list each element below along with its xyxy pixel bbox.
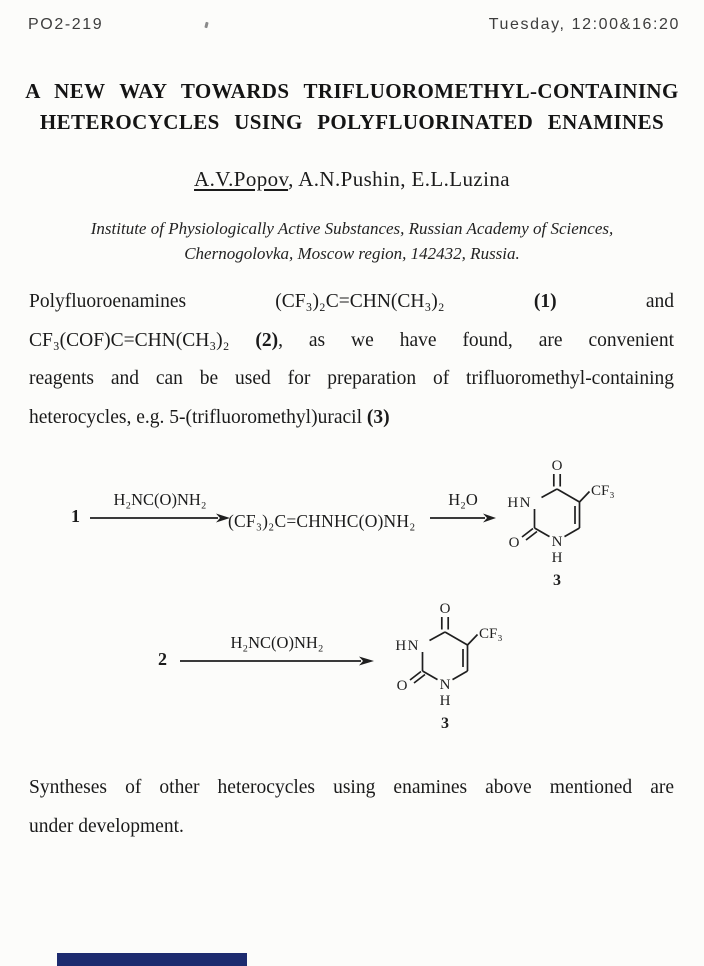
author-presenting: A.V.Popov [194,167,289,191]
abstract-line4 [29,399,674,438]
atom-label-n: N [551,534,563,550]
abstract-line1 [29,283,674,322]
scan-artifact [204,22,208,29]
abstract-line2 [29,322,674,361]
poster-code: PO2-219 [28,16,104,33]
substituent-label-cf3: CF₃ [591,483,615,499]
uracil-structure-2 [375,586,515,734]
scheme1-arrow1 [90,490,230,523]
uracil-structure-1 [487,443,627,591]
atom-label-h: H [551,550,563,566]
atom-label-h: H [439,693,451,709]
abstract-line3: reagents and can be used for preparation of trifluoromethyl-containing [29,368,674,389]
reaction-arrow-icon [90,511,230,523]
footer-accent-bar [57,953,247,966]
abstract-line2-rest: , as we have found, are convenient [278,329,675,351]
paper-title-line1: A NEW WAY TOWARDS TRIFLUOROMETHYL-CONTAINING [25,79,679,103]
affiliation-line1: Institute of Physiologically Active Substances, Russian Academy of Sciences, [90,219,614,238]
abstract-line4-text: heterocycles, e.g. 5-(trifluoromethyl)uracil [29,406,362,428]
scheme2-reagent: H₂NC(O)NH₂ [230,633,324,652]
author-others: , A.N.Pushin, E.L.Luzina [288,167,510,191]
abstract-paragraph [29,283,674,437]
atom-label-o-left: O [396,678,408,694]
abstract-word: Polyfluoroenamines [29,291,187,312]
scheme1-intermediate: (CF₃)₂C=CHNHC(O)NH₂ [228,511,416,531]
atom-label-o-left: O [508,535,520,551]
atom-label-o-top: O [439,601,451,617]
affiliation [0,216,704,266]
scheme1-reagent1: H₂NC(O)NH₂ [113,490,207,509]
abstract-and: and [645,291,674,312]
formula-enamine-1: (CF₃)₂C=CHN(CH₃)₂ [275,291,445,312]
closing-line2: under development. [29,815,184,837]
scheme2-start-number: 2 [158,649,167,669]
compound-ref-3: (3) [366,406,390,428]
closing-line1: Syntheses of other heterocycles using enamines above mentioned are [29,777,674,798]
atom-label-o-top: O [551,458,563,474]
substituent-label-cf3: CF₃ [479,626,503,642]
author-list [0,167,704,192]
formula-enamine-2: CF₃(COF)C=CHN(CH₃)₂ [29,329,230,351]
paper-title [18,76,686,138]
paper-title-line2: HETEROCYCLES USING POLYFLUORINATED ENAMINES [39,110,665,134]
scheme2-arrow [180,633,374,666]
atom-label-hn: HN [395,638,420,654]
closing-paragraph [29,769,674,846]
atom-label-n: N [439,677,451,693]
atom-label-hn: HN [507,495,532,511]
session-time: Tuesday, 12:00&16:20 [488,16,680,33]
compound-ref-1: (1) [533,291,557,312]
scheme1-reagent2: H₂O [448,490,478,509]
product-number: 3 [553,572,561,589]
reaction-arrow-icon [180,654,374,666]
product-number: 3 [441,715,449,732]
compound-ref-2: (2) [255,329,279,351]
affiliation-line2: Chernogolovka, Moscow region, 142432, Russia. [184,244,520,263]
scheme1-start-number: 1 [71,506,80,526]
